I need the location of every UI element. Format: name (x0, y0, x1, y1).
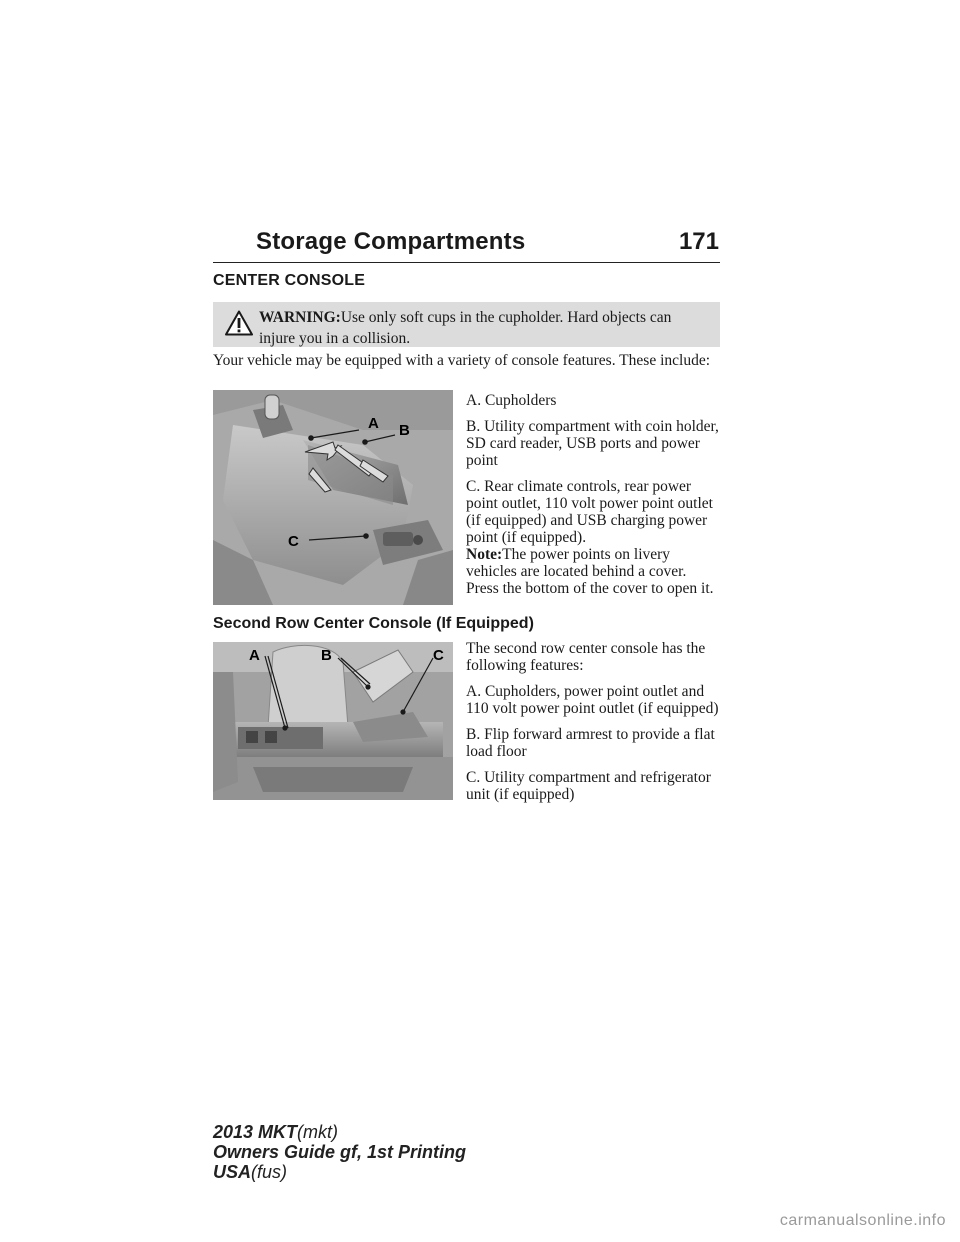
footer-model: 2013 MKT (213, 1122, 298, 1142)
callout-a: A (368, 415, 379, 432)
page-number: 171 (678, 228, 719, 255)
page-header (213, 228, 720, 263)
callout-c-2: C (433, 647, 444, 664)
console-item-c: C. Rear climate controls, rear power point outlet, 110 volt power point outlet (if equipped) and USB charging power point (if equipped). (466, 478, 713, 546)
footer-line-guide (213, 1142, 466, 1162)
warning-box (213, 302, 720, 347)
second-row-console-illustration (213, 642, 453, 800)
footer-line-model (213, 1122, 466, 1142)
console-note (466, 546, 722, 597)
chapter-title: Storage Compartments (256, 228, 526, 255)
warning-text-block (259, 307, 709, 349)
second-row-feature-list (466, 640, 722, 812)
warning-triangle-icon (225, 310, 253, 336)
callout-b: B (399, 422, 410, 439)
callout-c: C (288, 533, 299, 550)
second-row-intro: The second row center console has the following features: (466, 640, 706, 674)
note-text: The power points on livery vehicles are located behind a cover. Press the bottom of the cover to open it. (466, 546, 714, 597)
page-footer (213, 1122, 466, 1182)
second-row-item-a: A. Cupholders, power point outlet and 110 volt power point outlet (if equipped) (466, 683, 719, 717)
console-item-a: A. Cupholders (466, 392, 557, 409)
note-label: Note: (466, 546, 503, 563)
second-row-item-b: B. Flip forward armrest to provide a flat load floor (466, 726, 715, 760)
console-feature-list (466, 392, 722, 606)
section-heading: CENTER CONSOLE (213, 272, 366, 289)
callout-b-2: B (321, 647, 332, 664)
callout-a-2: A (249, 647, 260, 664)
footer-model-code: (mkt) (297, 1122, 339, 1142)
second-row-heading: Second Row Center Console (If Equipped) (213, 615, 534, 632)
warning-label: WARNING: (259, 309, 341, 326)
watermark: carmanualsonline.info (779, 1212, 946, 1229)
center-console-illustration (213, 390, 453, 605)
footer-line-market (213, 1162, 466, 1182)
footer-guide: Owners Guide gf, 1st Printing (213, 1142, 467, 1162)
second-row-item-c: C. Utility compartment and refrigerator unit (if equipped) (466, 769, 711, 803)
footer-market-code: (fus) (251, 1162, 288, 1182)
footer-market: USA (213, 1162, 252, 1182)
warning-text: Use only soft cups in the cupholder. Hard objects can injure you in a collision. (259, 309, 672, 347)
console-item-b: B. Utility compartment with coin holder, SD card reader, USB ports and power point (466, 418, 719, 469)
intro-paragraph: Your vehicle may be equipped with a variety of console features. These include: (213, 352, 710, 369)
